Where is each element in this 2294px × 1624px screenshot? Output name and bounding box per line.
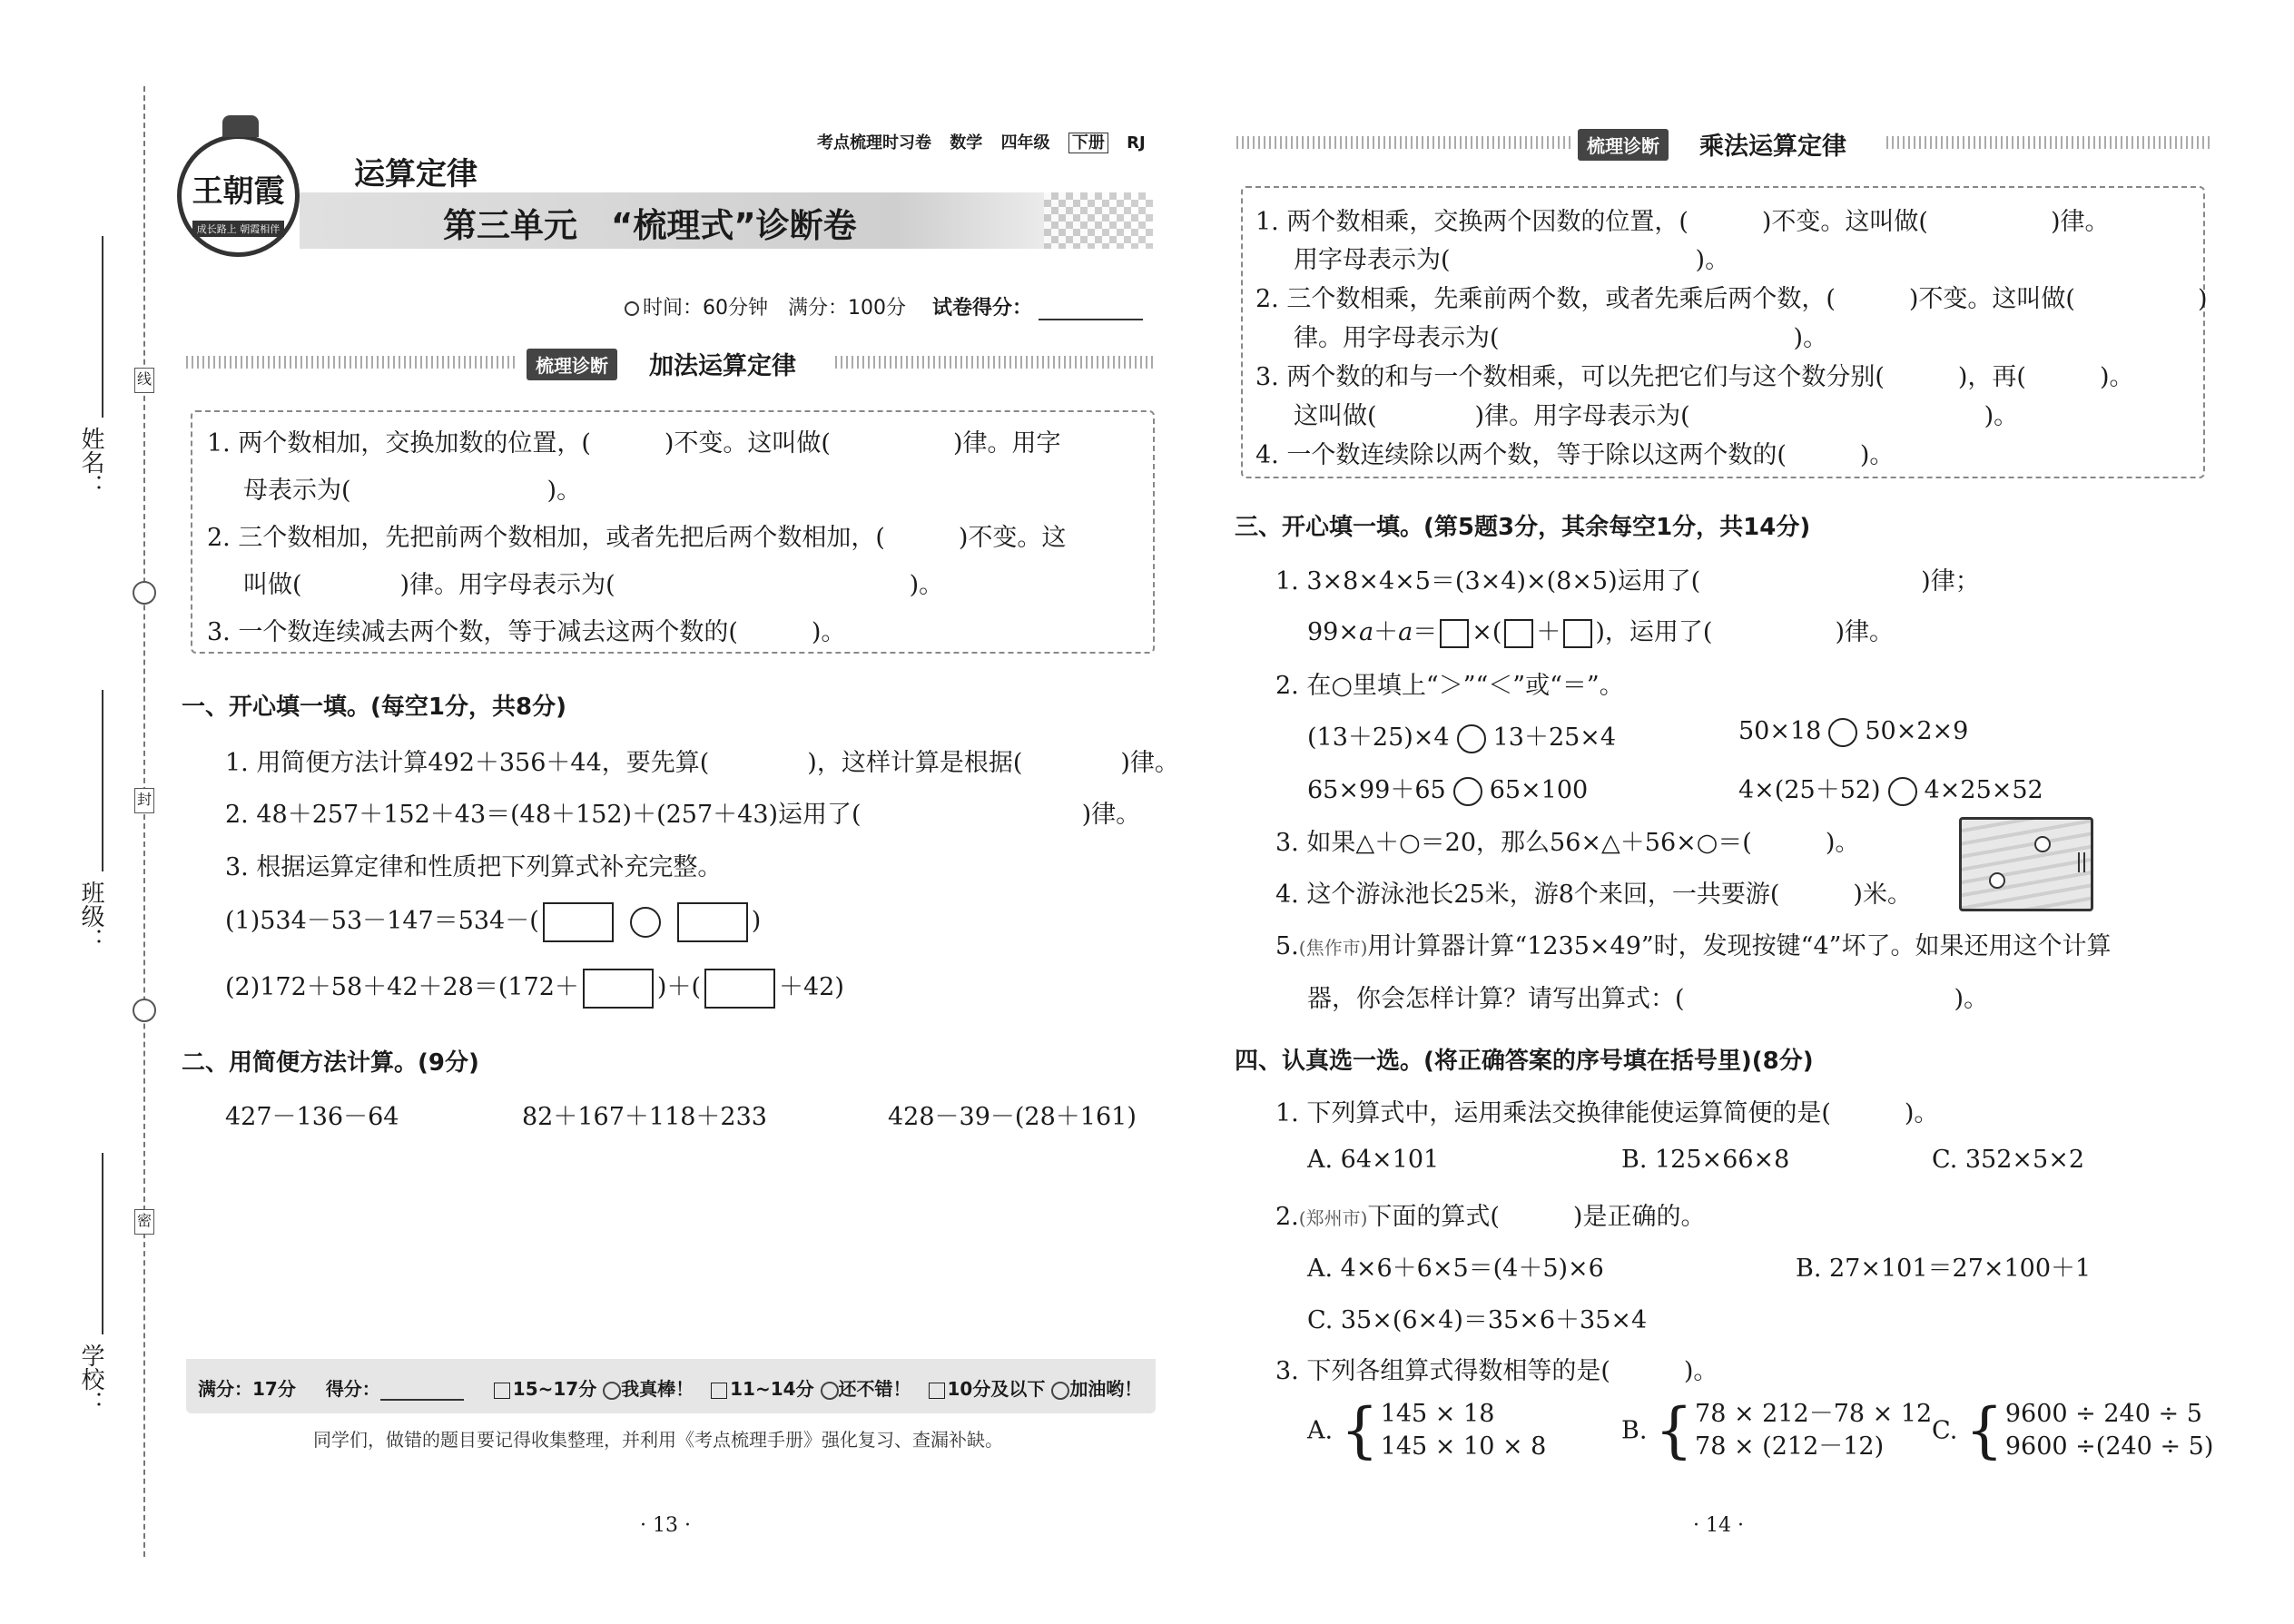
footer-option: 15~17分	[512, 1378, 597, 1400]
compare-item	[1738, 770, 2043, 806]
choice-option-braced[interactable]	[1932, 1395, 2214, 1465]
footer-score-input[interactable]	[380, 1384, 464, 1401]
option-expr: 9600 ÷ 240 ÷ 5	[2004, 1400, 2202, 1428]
section-title: 三、开心填一填。(第5题3分，其余每空1分，共14分)	[1235, 514, 1811, 541]
footer-checkbox[interactable]	[711, 1383, 727, 1399]
answer-box[interactable]	[1563, 619, 1592, 648]
choice-option[interactable]: A. 4×6＋6×5＝(4＋5)×6	[1307, 1255, 1604, 1283]
footer-note: 同学们，做错的题目要记得收集整理，并利用《考点梳理手册》强化复习、查漏补缺。	[313, 1429, 1003, 1451]
question-fill-in	[225, 901, 761, 942]
review-item: 3. 一个数连续减去两个数，等于减去这两个数的( )。	[207, 618, 846, 646]
operator-circle[interactable]	[630, 907, 661, 938]
expr-text: (1)534－53－147＝534－(	[225, 907, 539, 935]
expr-text: )，运用了( )律。	[1595, 618, 1894, 646]
question: 2. 48＋257＋152＋43＝(48＋152)＋(257＋43)运用了( )律。	[225, 801, 1141, 829]
smile-icon	[821, 1382, 839, 1400]
choice-option-braced[interactable]	[1307, 1395, 1547, 1465]
expr-text: 65×100	[1489, 776, 1589, 804]
expr-text: 65×99＋65	[1307, 776, 1446, 804]
header-series-info	[817, 130, 1146, 153]
question: 1. 用简便方法计算492＋356＋44，要先算( )，这样计算是根据( )律。	[225, 749, 1179, 777]
score-label: 试卷得分：	[932, 297, 1033, 320]
answer-box[interactable]	[704, 969, 775, 1009]
answer-box[interactable]	[1504, 619, 1533, 648]
footer-option-msg: 还不错！	[838, 1378, 911, 1400]
option-expr: 145 × 10 × 8	[1380, 1432, 1547, 1461]
header-series: 考点梳理时习卷	[817, 133, 931, 153]
question: 1. 3×8×4×5＝(3×4)×(8×5)运用了( )律；	[1275, 567, 1980, 595]
answer-box[interactable]	[583, 969, 654, 1009]
review-hatch-left	[186, 356, 517, 369]
choice-option[interactable]: C. 35×(6×4)＝35×6＋35×4	[1307, 1306, 1648, 1334]
binding-dashed-line	[143, 86, 145, 1557]
expr-text: 4×(25＋52)	[1738, 776, 1881, 804]
footer-option: 11~14分	[730, 1378, 814, 1400]
question	[1275, 926, 2111, 961]
review-badge: 梳理诊断	[527, 349, 617, 380]
footer-score-label: 得分：	[325, 1378, 380, 1400]
header-topic: 运算定律	[354, 156, 478, 192]
compare-circle[interactable]	[1828, 718, 1857, 747]
header-volume: 下册	[1068, 133, 1108, 153]
review-hatch-left	[835, 356, 1153, 369]
score-input[interactable]	[1039, 300, 1143, 320]
clock-icon	[625, 301, 639, 316]
review-item: 3. 两个数的和与一个数相乘，可以先把它们与这个数分别( )，再( )。	[1255, 363, 2134, 391]
logo-text: 王朝霞	[192, 173, 285, 210]
school-underline	[102, 1153, 103, 1334]
review-hatch-right	[1236, 136, 1572, 149]
compare-item	[1307, 770, 1588, 806]
review-badge: 梳理诊断	[1578, 129, 1669, 161]
expr-text: ×(	[1472, 618, 1502, 646]
school-label: 学校：	[77, 1343, 104, 1414]
option-label: B.	[1621, 1416, 1648, 1445]
question: 2. 在○里填上“＞”“＜”或“＝”。	[1275, 672, 1624, 700]
swimmer-icon	[1989, 872, 2005, 889]
brace-icon: {	[1655, 1395, 1694, 1465]
question-number: 5.	[1275, 932, 1299, 960]
expr-text: (13＋25)×4	[1307, 723, 1450, 752]
question: 3. 根据运算定律和性质把下列算式补充完整。	[225, 853, 723, 881]
review-item: 叫做( )律。用字母表示为( )。	[243, 571, 944, 599]
score-footer-row	[198, 1374, 1142, 1401]
swimmer-icon	[2034, 836, 2051, 852]
smile-icon	[603, 1382, 621, 1400]
compare-item	[1738, 717, 1968, 747]
option-label: A.	[1307, 1416, 1334, 1445]
choice-option[interactable]: C. 352×5×2	[1932, 1146, 2084, 1174]
footer-checkbox[interactable]	[494, 1383, 510, 1399]
pool-ladder-icon	[2078, 852, 2085, 872]
expr-text: )＋(	[656, 973, 701, 1001]
compare-circle[interactable]	[1453, 777, 1482, 806]
logo-slogan: 成长路上 朝霞相伴	[192, 221, 285, 237]
seal-mark-line: 线	[134, 368, 154, 393]
header-edition: RJ	[1127, 133, 1146, 153]
expr-text: 4×25×52	[1924, 776, 2043, 804]
question-source: (郑州市)	[1298, 1207, 1368, 1229]
compare-circle[interactable]	[1888, 777, 1917, 806]
calc-expression: 82＋167＋118＋233	[522, 1103, 767, 1131]
review-title: 乘法运算定律	[1699, 133, 1846, 161]
review-item: 这叫做( )律。用字母表示为( )。	[1294, 402, 2019, 430]
footer-full-score: 满分：17分	[198, 1378, 296, 1400]
header-subject: 数学	[950, 133, 983, 153]
time-info-text: 时间：60分钟 满分：100分	[643, 297, 906, 320]
footer-option-msg: 加油哟！	[1069, 1378, 1143, 1400]
answer-box[interactable]	[677, 902, 748, 942]
footer-option-msg: 我真棒！	[621, 1378, 694, 1400]
question: 3. 如果△＋○＝20，那么56×△＋56×○＝( )。	[1275, 829, 1860, 857]
expr-text: 50×18	[1738, 717, 1822, 745]
page-number: · 14 ·	[1693, 1514, 1744, 1537]
expr-text: ＝	[1413, 618, 1438, 646]
footer-option: 10分及以下	[947, 1378, 1046, 1400]
expr-text: ＋42)	[779, 973, 844, 1001]
option-expr: 9600 ÷(240 ÷ 5)	[2004, 1432, 2214, 1461]
answer-box[interactable]	[1440, 619, 1469, 648]
review-item: 用字母表示为( )。	[1294, 246, 1730, 274]
question	[1275, 1196, 1705, 1232]
option-expr: 78 × (212－12)	[1695, 1432, 1885, 1461]
review-item: 母表示为( )。	[243, 477, 582, 505]
review-item: 1. 两个数相加，交换加数的位置，( )不变。这叫做( )律。用字	[207, 429, 1061, 458]
name-label: 姓名：	[77, 427, 104, 497]
review-item: 1. 两个数相乘，交换两个因数的位置，( )不变。这叫做( )律。	[1255, 208, 2110, 236]
section-title: 四、认真选一选。(将正确答案的序号填在括号里)(8分)	[1235, 1048, 1814, 1075]
calc-expression: 428－39－(28＋161)	[888, 1103, 1137, 1131]
question: 1. 下列算式中，运用乘法交换律能使运算简便的是( )。	[1275, 1099, 1939, 1127]
section-title: 二、用简便方法计算。(9分)	[182, 1049, 479, 1077]
swimming-pool-illustration	[1959, 817, 2093, 911]
question: 3. 下列各组算式得数相等的是( )。	[1275, 1357, 1718, 1385]
option-expr: 78 × 212－78 × 12	[1695, 1400, 1933, 1428]
expr-text: 13＋25×4	[1492, 723, 1617, 752]
choice-option-braced[interactable]	[1621, 1395, 1933, 1465]
review-item: 2. 三个数相乘，先乘前两个数，或者先乘后两个数，( )不变。这叫做( )	[1255, 285, 2208, 313]
brace-icon: {	[1340, 1395, 1379, 1465]
expr-text: 99×	[1307, 618, 1359, 646]
expr-text: ＋	[1536, 618, 1561, 646]
title-banner-checker	[1044, 192, 1153, 249]
seal-mark-seal: 封	[134, 788, 154, 813]
class-underline	[102, 690, 103, 871]
review-title: 加法运算定律	[649, 352, 796, 380]
option-expr: 145 × 18	[1380, 1400, 1495, 1428]
logo	[177, 134, 300, 257]
section-title: 一、开心填一填。(每空1分，共8分)	[182, 694, 566, 721]
page-number: · 13 ·	[640, 1514, 691, 1537]
question-fill-in	[225, 967, 844, 1009]
question-number: 2.	[1275, 1203, 1299, 1231]
seal-mark-secret: 密	[134, 1209, 154, 1235]
calc-expression: 427－136－64	[225, 1103, 399, 1131]
time-info	[625, 292, 1143, 320]
name-underline	[102, 236, 103, 418]
review-item: 律。用字母表示为( )。	[1294, 324, 1828, 352]
expr-text: )	[751, 907, 762, 935]
question-fill-in	[1307, 612, 1894, 648]
cheer-icon	[1051, 1382, 1069, 1400]
review-item: 2. 三个数相加，先把前两个数相加，或者先把后两个数相加，( )不变。这	[207, 524, 1067, 552]
compare-item	[1307, 717, 1616, 753]
logo-crown-icon	[222, 115, 259, 137]
expr-variable: a	[1398, 618, 1413, 646]
class-label: 班级：	[77, 881, 104, 951]
expr-text: 50×2×9	[1865, 717, 1969, 745]
page-title: 第三单元 “梳理式”诊断卷	[443, 206, 857, 245]
question-text: 下面的算式( )是正确的。	[1367, 1203, 1706, 1231]
expr-text: ＋	[1373, 618, 1399, 646]
expr-variable: a	[1358, 618, 1374, 646]
expr-text: (2)172＋58＋42＋28＝(172＋	[225, 973, 579, 1001]
question-source: (焦作市)	[1298, 937, 1368, 959]
choice-option[interactable]: B. 27×101＝27×100＋1	[1796, 1255, 2092, 1283]
question: 4. 这个游泳池长25米，游8个来回，一共要游( )米。	[1275, 881, 1912, 909]
compare-circle[interactable]	[1457, 724, 1486, 753]
brace-icon: {	[1964, 1395, 2004, 1465]
seal-round-mark	[133, 999, 156, 1022]
question-text: 用计算器计算“1235×49”时，发现按键“4”坏了。如果还用这个计算	[1367, 932, 2112, 960]
option-label: C.	[1932, 1416, 1958, 1445]
answer-box[interactable]	[543, 902, 614, 942]
header-grade: 四年级	[1000, 133, 1050, 153]
review-item: 4. 一个数连续除以两个数，等于除以这两个数的( )。	[1255, 441, 1895, 469]
review-hatch-right	[1886, 136, 2211, 149]
choice-option[interactable]: B. 125×66×8	[1621, 1146, 1790, 1174]
question: 器，你会怎样计算？请写出算式：( )。	[1307, 985, 1989, 1013]
choice-option[interactable]: A. 64×101	[1307, 1146, 1440, 1174]
footer-checkbox[interactable]	[929, 1383, 945, 1399]
seal-round-mark	[133, 581, 156, 605]
